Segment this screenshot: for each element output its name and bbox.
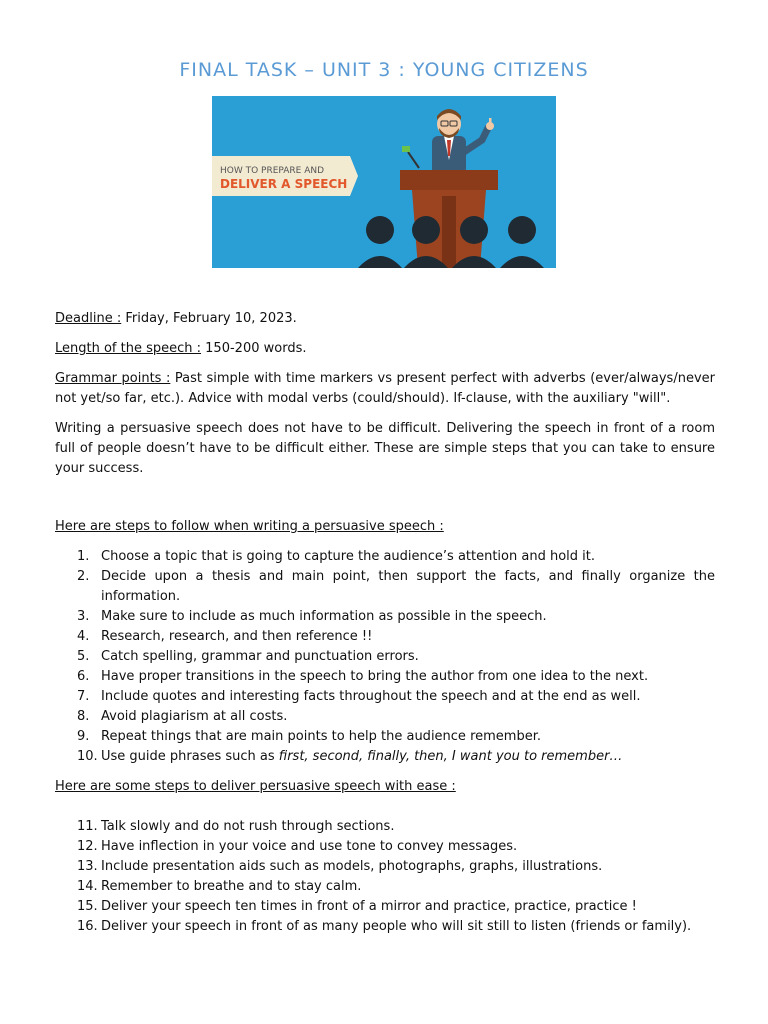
guide-phrases-italic: first, second, finally, then, I want you to remember… <box>278 749 623 764</box>
length-value: 150-200 words. <box>201 341 307 356</box>
grammar-label: Grammar points : <box>55 371 171 386</box>
writing-steps-heading: Here are steps to follow when writing a persuasive speech : <box>55 519 444 534</box>
list-item: 12. Have inflection in your voice and use tone to convey messages. <box>77 839 518 854</box>
delivery-steps-list <box>55 817 715 937</box>
intro-paragraph: Writing a persuasive speech does not have to be difficult. Delivering the speech in front of a room full of people doesn’t have to be difficult either. These are simple steps that you can take to ensure your success. <box>55 421 715 476</box>
list-item: 11. Talk slowly and do not rush through sections. <box>77 819 395 834</box>
writing-steps-list <box>55 547 715 767</box>
grammar-paragraph <box>55 369 715 409</box>
banner-line2: DELIVER A SPEECH <box>220 177 348 191</box>
list-item: 14. Remember to breathe and to stay calm. <box>77 879 362 894</box>
banner-line1: HOW TO PREPARE AND <box>220 166 325 176</box>
delivery-steps-heading: Here are some steps to deliver persuasive speech with ease : <box>55 779 456 794</box>
list-item: 15. Deliver your speech ten times in front of a mirror and practice, practice, practice ! <box>77 899 637 914</box>
podium-top <box>400 170 498 190</box>
length-line <box>55 339 715 359</box>
length-label: Length of the speech : <box>55 341 202 356</box>
list-item: 5. Catch spelling, grammar and punctuation errors. <box>77 649 419 664</box>
list-item: 1. Choose a topic that is going to capture the audience’s attention and hold it. <box>77 549 595 564</box>
list-item: 13. Include presentation aids such as models, photographs, graphs, illustrations. <box>77 859 603 874</box>
list-item: 6. Have proper transitions in the speech to bring the author from one idea to the next. <box>77 669 649 684</box>
list-item: 10. Use guide phrases such as first, second, finally, then, I want you to remember… <box>77 749 623 764</box>
grammar-value: Past simple with time markers vs present perfect with adverbs (ever/always/never not yet/so far, etc.). Advice with modal verbs (could/should). If-clause, with the auxiliary "will". <box>55 371 715 406</box>
list-item: 7. Include quotes and interesting facts throughout the speech and at the end as well. <box>77 689 641 704</box>
speech-banner-image <box>212 96 556 268</box>
deadline-line <box>55 309 715 329</box>
document-title: FINAL TASK – UNIT 3 : YOUNG CITIZENS <box>179 59 589 81</box>
list-item: 8. Avoid plagiarism at all costs. <box>77 709 288 724</box>
list-item: 2. Decide upon a thesis and main point, then support the facts, and finally organize the information. <box>77 569 715 604</box>
list-item: 9. Repeat things that are main points to help the audience remember. <box>77 729 541 744</box>
list-item: 3. Make sure to include as much information as possible in the speech. <box>77 609 547 624</box>
document-body <box>55 309 715 937</box>
deadline-label: Deadline : <box>55 311 122 326</box>
list-item: 4. Research, research, and then reference !! <box>77 629 373 644</box>
deadline-value: Friday, February 10, 2023. <box>121 311 297 326</box>
list-item: 16. Deliver your speech in front of as many people who will sit still to listen (friends or family). <box>77 919 692 934</box>
